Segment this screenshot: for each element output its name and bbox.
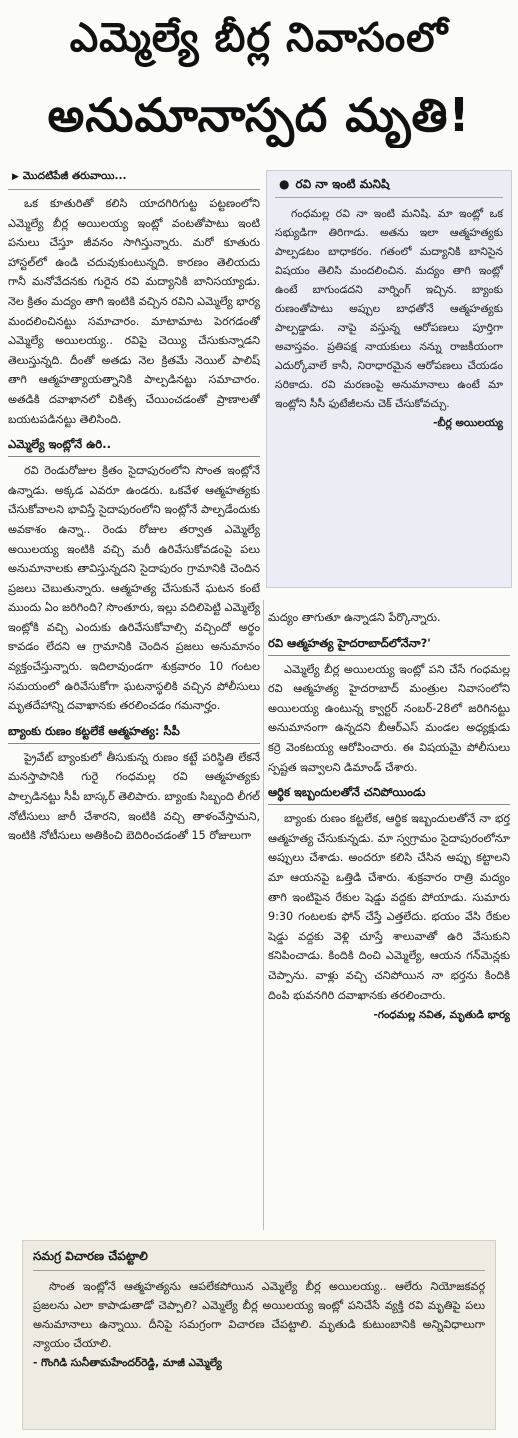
- quote-signature: -బీర్ల అయిలయ్య: [433, 417, 503, 429]
- quote-box-demand: [22, 1240, 496, 1430]
- article-paragraph: ఒక కూతురితో కలిసి యాదగిరిగుట్ట పట్టణంలోని ఎమ్మెల్యే బీర్ల అయిలయ్య ఇంట్లో వంటతోపాటు ఇంటి పనులు చేస్తూ జీవనం సాగిస్తున్నారు. మరో కూతురు హాస్టల్‌లో ఉండి చదువుకుంటున్నది. కారణం తెలియదు గానీ మనోవేదనకు గురైన రవి మద్యానికి బానిసయ్యాడు. నెల క్రితం మద్యం తాగి ఇంటికి వచ్చిన రవిని ఎమ్మెల్యే భార్య మందలించినట్టు సమాచారం. మాటామాట పెరగడంతో ఎమ్మెల్యే అయిలయ్య.. రవిపై చెయ్యి చేసుకున్నాడని తెలుస్తున్నది. దీంతో అతడు నెల క్రితమే నెయిల్ పాలిష్ తాగి ఆత్మహత్యాయత్నానికి పాల్పడినట్టు సమాచారం. అతడికి దవాఖానలో చికిత్స చేయించడంతో ప్రాణాలతో బయటపడినట్టు తెలిసింది.: [8, 197, 260, 426]
- subheading: ఎమ్మెల్యే ఇంట్లోనే ఉరి..: [8, 435, 260, 457]
- headline-line-2: అనుమానాస్పద మృతి!: [47, 88, 471, 142]
- quote-box-mla: [266, 170, 512, 588]
- left-column: [8, 168, 260, 1228]
- bullet-icon: ●: [279, 177, 290, 191]
- quote-box-title: ● రవి నా ఇంటి మనిషి: [275, 177, 503, 198]
- right-column: [268, 608, 510, 1228]
- subheading: ఆర్థిక ఇబ్బందులతోనే చనిపోయిండు: [268, 783, 510, 805]
- headline-line-1: ఎమ్మెల్యే బీర్ల నివాసంలో: [69, 15, 449, 61]
- wife-signature: -గంధమల్ల నవిత, మృతుడి భార్య: [373, 1009, 510, 1022]
- article-paragraph: బ్యాంకు రుణం కట్టలేక, ఆర్థిక ఇబ్బందులతోనే నా భర్త ఆత్మహత్య చేసుకున్నడు. మా స్వగ్రామం సైదాపురంలోనూ అప్పులు చేశాడు. అందరూ కలిసి చేసిన అప్పు కట్టాలని మా ఆయనపై ఒత్తిడి చేశారు. శుక్రవారం రాత్రి మద్యం తాగి ఇంటిపైన రేకుల షెడ్డు వద్దకు పోయాడు. సుమారు 9:30 గంటలకు ఫోన్ చేస్తే ఎత్తలేదు. భయం వేసి రేకుల షెడ్డు వద్దకు వెళ్లి చూస్తే శాలువాతో ఉరి వేసుకుని కనిపించాడు. కిందికి దించి ఎమ్మెల్యే, ఆయన గన్‌మెన్లకు చెప్పాను. వాళ్లు వచ్చి చనిపోయిన నా భర్తను కిందికి దింపి భువనగిరి దవాఖానకు తరలించారు.: [268, 812, 510, 1002]
- continuation-label: ▶ మొదటిపేజీ తరువాయి...: [8, 168, 260, 190]
- article-paragraph: రవి రెండురోజుల క్రితం సైదాపురంలోని సొంత ఇంట్లోనే ఉన్నాడు. అక్కడ ఎవరూ ఉండరు. ఒకవేళ ఆత్మహత్యకు చేసుకోవాలని భావిస్తే సైదాపురంలోని ఇంట్లోనే పాల్పడేందుకు అవకాశం ఉన్నా.. రెండు రోజుల తర్వాత ఎమ్మెల్యే అయిలయ్య ఇంటికి వచ్చి మరీ ఉరివేసుకోవడంపై పలు అనుమానాలకు తావిస్తున్నదని సైదాపురం గ్రామానికి చెందిన ప్రజలు చెబుతున్నారు. ఆత్మహత్య చేసుకునే ఘటన కంటే ముందు ఏం జరిగింది? సొంతూరు, ఇల్లు వదిలిపెట్టి ఎమ్మెల్యే ఇంట్లోకి వచ్చి ఎందుకు ఉరివేసుకోవాల్సి వచ్చిందో అర్థం కావడం లేదని ఆ గ్రామానికి చెందిన ప్రజలు అనుమానం వ్యక్తంచేస్తున్నారు. ఇదిలావుండగా శుక్రవారం 10 గంటల సమయంలో ఉరివేసుకోగా ఘటనాస్థలికి వచ్చిన పోలీసులు మృతదేహాన్ని దవాఖానకు తరలించడం గమనార్హం.: [8, 464, 260, 713]
- article-paragraph: ప్రైవేట్ బ్యాంకులో తీసుకున్న రుణం కట్టే పరిస్థితి లేకనే మనస్తాపానికి గురై గంధమల్ల రవి ఆత్మహత్యకు పాల్పడినట్టు సీపీ బాస్కర్ తెలిపారు. బ్యాంకు సిబ్బంది లీగల్ నోటీసులు జారీ చేశారని, ఇంటికి వచ్చి తాళంవేస్తామని, ఇంటికి నోటీసులు అతికించి బెదిరించడంతో 15 రోజులుగా: [8, 750, 260, 843]
- triangle-icon: ▶: [12, 172, 19, 182]
- article-paragraph: ఎమ్మెల్యే బీర్ల అయిలయ్య ఇంట్లో పని చేసే గంధమల్ల రవి ఆత్మహత్య హైదరాబాద్ మంత్రుల నివాసంలోని అయిలయ్య ఉంటున్న క్వార్టర్ నంబర్-28లో జరిగినట్టు అనుమానంగా ఉన్నదని బీఆర్ఎస్ మండల అధ్యక్షుడు కర్రె వెంకటయ్య ఆరోపించారు. ఈ విషయమై పోలీసులు స్పష్టత ఇవ్వాలని డిమాండ్ చేశారు.: [268, 662, 510, 774]
- quote-paragraph: గంధమల్ల రవి నా ఇంటి మనిషి. మా ఇంట్లో ఒక సభ్యుడిగా తిరిగాడు. అతను ఇలా ఆత్మహత్యకు పాల్పడటం బాధాకరం. గతంలో మద్యానికి బానిసైన విషయం తెలిసి మందలించిన. మద్యం తాగి ఇంట్లో ఉంటే బాగుండదని వార్నింగ్ ఇచ్చిన. బ్యాంకు రుణంతోపాటు అప్పుల బాధతోనే ఆత్మహత్యకు పాల్పడ్డాడు. నాపై వస్తున్న ఆరోపణలు పూర్తిగా అవాస్తవం. ప్రతిపక్ష నాయకులు నన్ను రాజకీయంగా ఎదుర్కోవాలే కానీ, నిరాధారమైన ఆరోపణలు చేయడం సరికాదు. రవి మరణంపై అనుమానాలు ఉంటే మా ఇంట్లోని సీసీ ఫుటేజీలను చెక్ చేసుకోవచ్చు.: [275, 207, 503, 410]
- article-paragraph: మద్యం తాగుతూ ఉన్నాడని పేర్కొన్నారు.: [268, 611, 441, 624]
- demand-paragraph: సొంత ఇంట్లోనే ఆత్మహత్యను ఆపలేకపోయిన ఎమ్మెల్యే బీర్ల అయిలయ్య.. ఆలేరు నియోజకవర్గ ప్రజలను ఎలా కాపాడుతాడో చెప్పాలి? ఎమ్మెల్యే బీర్ల అయిలయ్య ఇంట్లో పనిచేసే వ్యక్తి రవి మృతిపై పలు అనుమానాలు ఉన్నాయి. దీనిపై సమగ్రంగా విచారణ చేపట్టాలి. మృతుడి కుటుంబానికి అన్నివిధాలుగా న్యాయం చేయాలి.: [33, 1280, 485, 1350]
- subheading: బ్యాంకు రుణం కట్టలేకే ఆత్మహత్య: సీపీ: [8, 722, 260, 744]
- column-divider: [263, 600, 264, 1230]
- demand-box-title: సమగ్ర విచారణ చేపట్టాలి: [33, 1249, 485, 1271]
- demand-signature: - గొంగిడి సునీతామహేందర్‌రెడ్డి, మాజీ ఎమ్మెల్యే: [33, 1357, 222, 1369]
- subheading: రవి ఆత్మహత్య హైదరాబాద్‌లోనేనా?': [268, 634, 510, 656]
